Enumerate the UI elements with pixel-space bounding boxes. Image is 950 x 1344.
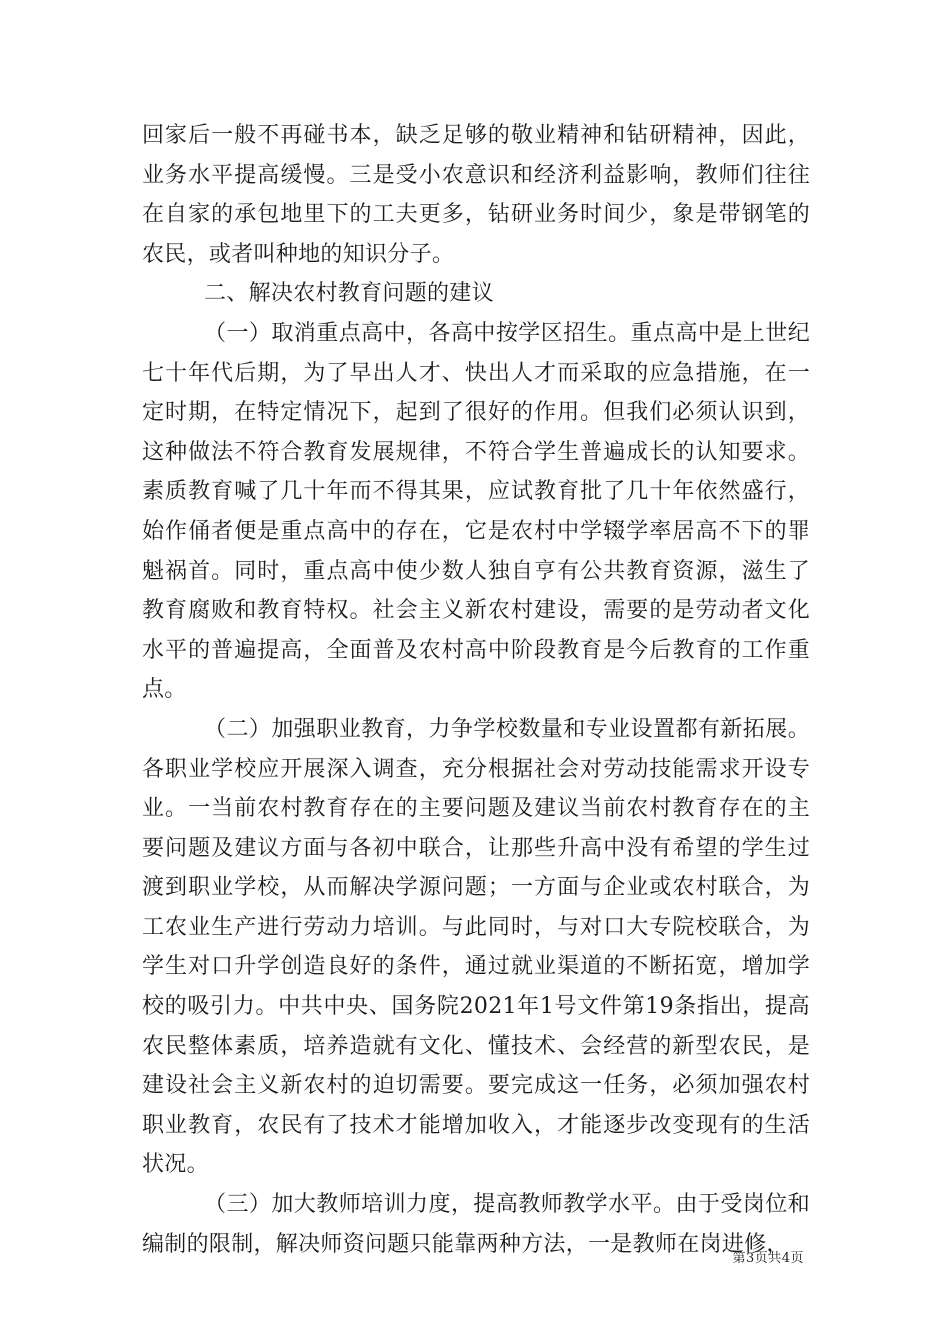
paragraph-continuation: 回家后一般不再碰书本，缺乏足够的敬业精神和钻研精神，因此，业务水平提高缓慢。三是受小农意识和经济利益影响，教师们往往在自家的承包地里下的工夫更多，钻研业务时间少，象是带钢笔的农民，或者叫种地的知识分子。 <box>142 123 810 267</box>
paragraph-suggestion-2: （二）加强职业教育，力争学校数量和专业设置都有新拓展。各职业学校应开展深入调查，充分根据社会对劳动技能需求开设专业。一当前农村教育存在的主要问题及建议当前农村教育存在的主要问题及建议方面与各初中联合，让那些升高中没有希望的学生过渡到职业学校，从而解决学源问题；一方面与企业或农村联合，为工农业生产进行劳动力培训。与此同时，与对口大专院校联合，为学生对口升学创造良好的条件，通过就业渠道的不断拓宽，增加学校的吸引力。中共中央、国务院2021年1号文件第19条指出，提高农民整体素质，培养造就有文化、懂技术、会经营的新型农民，是建设社会主义新农村的迫切需要。要完成这一任务，必须加强农村职业教育，农民有了技术才能增加收入，才能逐步改变现有的生活状况。 <box>142 716 810 1178</box>
document-body <box>142 116 810 1264</box>
page-number-footer: 第3页共4页 <box>732 1251 804 1266</box>
paragraph-suggestion-1: （一）取消重点高中，各高中按学区招生。重点高中是上世纪七十年代后期，为了早出人才、快出人才而采取的应急措施，在一定时期，在特定情况下，起到了很好的作用。但我们必须认识到，这种做法不符合教育发展规律，不符合学生普遍成长的认知要求。素质教育喊了几十年而不得其果，应试教育批了几十年依然盛行，始作俑者便是重点高中的存在，它是农村中学辍学率居高不下的罪魁祸首。同时，重点高中使少数人独自亨有公共教育资源，滋生了教育腐败和教育特权。社会主义新农村建设，需要的是劳动者文化水平的普遍提高，全面普及农村高中阶段教育是今后教育的工作重点。 <box>142 320 810 703</box>
section-heading: 二、解决农村教育问题的建议 <box>204 281 494 307</box>
paragraph-suggestion-3: （三）加大教师培训力度，提高教师教学水平。由于受岗位和编制的限制，解决师资问题只能靠两种方法，一是教师在岗进修， <box>142 1192 810 1257</box>
